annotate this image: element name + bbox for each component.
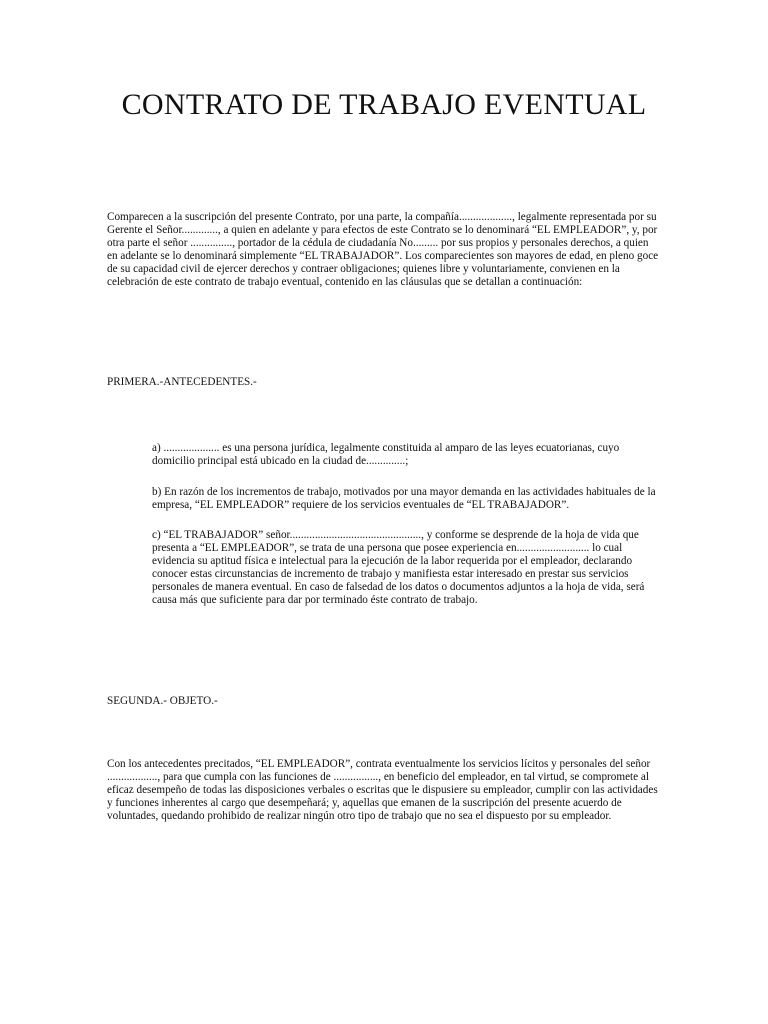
- section-heading-antecedentes: PRIMERA.-ANTECEDENTES.-: [107, 376, 257, 388]
- section-heading-objeto: SEGUNDA.- OBJETO.-: [107, 695, 218, 707]
- objeto-paragraph: Con los antecedentes precitados, “EL EMPLEADOR”, contrata eventualmente los servicios lícitos y personales del señor .................., para que cumpla con las funciones de ................, en beneficio del empleador, en tal virtud, se compromete al eficaz desempeño de todas las disposiciones verbales o escritas que le dispusiere su empleador, cumplir con las actividades y funciones inherentes al cargo que desempeñará; y, aquellas que emanen de la suscripción del presente acuerdo de voluntades, quedando prohibido de realizar ningún otro tipo de trabajo que no sea el dispuesto por su empleador.: [107, 758, 658, 822]
- antecedente-item-c: c) “EL TRABAJADOR” señor..............................................., y conforme se desprende de la hoja de vida que presenta a “EL EMPLEADOR”, se trata de una persona que posee experiencia en.......................... lo cual evidencia su aptitud física e intelectual para la ejecución de la labor requerida por el empleador, declarando conocer estas circunstancias de incremento de trabajo y manifiesta estar interesado en prestar sus servicios personales de manera eventual. En caso de falsedad de los datos o documentos adjuntos a la hoja de vida, será causa más que suficiente para dar por terminado éste contrato de trabajo.: [152, 529, 645, 606]
- document-title: CONTRATO DE TRABAJO EVENTUAL: [121, 88, 647, 121]
- intro-paragraph: Comparecen a la suscripción del presente Contrato, por una parte, la compañía..................., legalmente representada por su Gerente el Señor............., a quien en adelante y para efectos de este Contrato se lo denominará “EL EMPLEADOR”, y, por otra parte el señor ..............., portador de la cédula de ciudadanía No......... por sus propios y personales derechos, a quien en adelante se lo denominará simplemente “EL TRABAJADOR”. Los comparecientes son mayores de edad, en pleno goce de su capacidad civil de ejercer derechos y contraer obligaciones; quienes libre y voluntariamente, convienen en la celebración de este contrato de trabajo eventual, contenido en las cláusulas que se detallan a continuación:: [107, 211, 659, 288]
- antecedente-item-b: b) En razón de los incrementos de trabajo, motivados por una mayor demanda en las actividades habituales de la empresa, “EL EMPLEADOR” requiere de los servicios eventuales de “EL TRABAJADOR”.: [152, 486, 656, 511]
- antecedente-item-a: a) .................... es una persona jurídica, legalmente constituida al amparo de las leyes ecuatorianas, cuyo domicilio principal está ubicado en la ciudad de..............;: [152, 442, 620, 467]
